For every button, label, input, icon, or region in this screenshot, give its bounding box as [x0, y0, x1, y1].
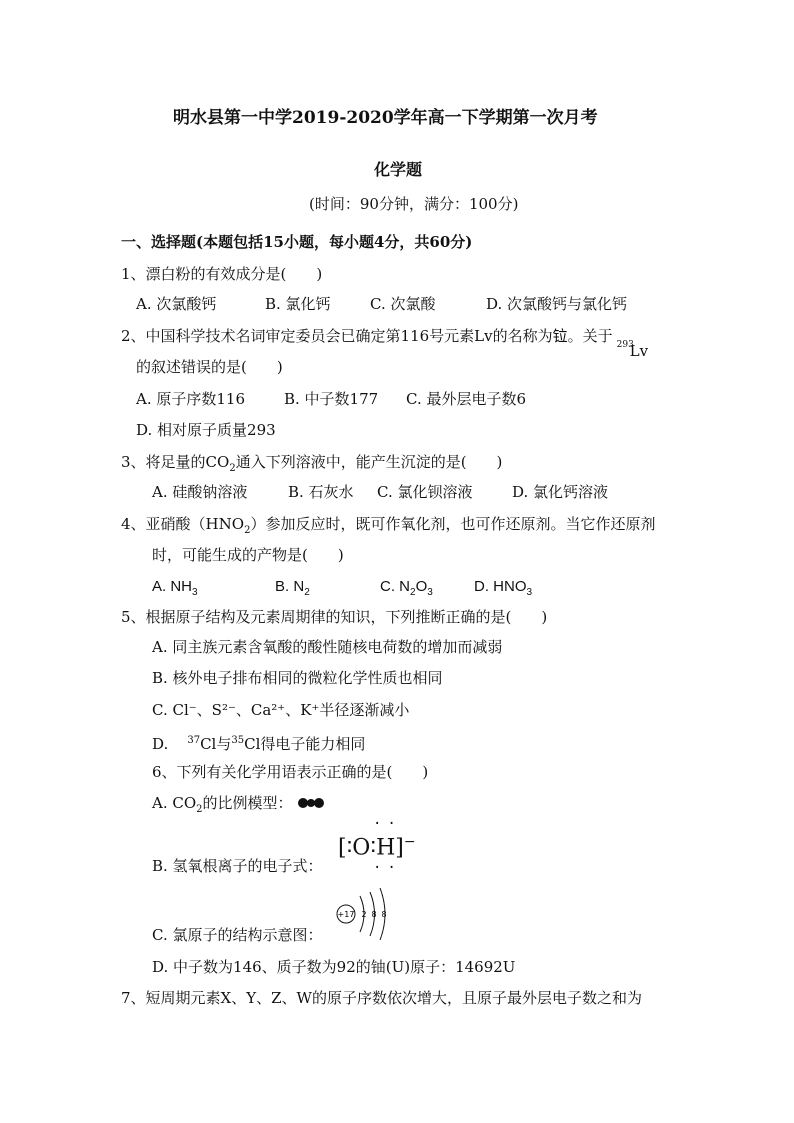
atom-nucleus-label: +17 — [337, 910, 355, 919]
atom-shell-count-1: 2 — [361, 910, 367, 919]
q6-option-a-sub: 2 — [196, 804, 203, 815]
q3-stem-sub: 2 — [229, 463, 236, 474]
q4-option-d-label: D. HNO — [474, 578, 527, 595]
hydroxide-electron-formula — [338, 834, 416, 860]
subject-title: 化学题 — [374, 160, 423, 179]
atom-shell-count-2: 8 — [371, 910, 377, 919]
q1-option-b: B. 氯化钙 — [265, 295, 331, 313]
q4-option-a — [152, 577, 198, 603]
q1-stem: 1、漂白粉的有效成分是( ) — [121, 265, 323, 283]
q5-option-b: B. 核外电子排布相同的微粒化学性质也相同 — [152, 669, 443, 687]
q2-option-c: C. 最外层电子数6 — [406, 390, 527, 408]
q5-option-d-prefix: D. — [152, 735, 169, 753]
electron-formula-body: [∶O∶H] — [338, 835, 404, 861]
electron-formula-charge: − — [403, 834, 416, 850]
uranium-nuclide: 14692U — [455, 958, 516, 976]
q4-option-c-sub2: 3 — [427, 587, 433, 598]
q4-option-c-label: C. N — [380, 578, 410, 595]
q4-option-c-mid: O — [415, 578, 428, 595]
q5-option-d — [152, 731, 365, 754]
exam-info: (时间：90分钟，满分：100分) — [309, 195, 519, 213]
q3-option-b: B. 石灰水 — [288, 483, 354, 501]
q3-stem-a: 3、将足量的CO — [121, 453, 230, 471]
q4-option-a-sub: 3 — [192, 587, 198, 598]
q6-option-c: C. 氯原子的结构示意图： — [152, 926, 323, 944]
q1-option-c: C. 次氯酸 — [370, 295, 436, 313]
q2-stem — [121, 326, 651, 360]
q3-option-d: D. 氯化钙溶液 — [512, 483, 609, 501]
chlorine-atom-diagram — [334, 888, 392, 940]
q4-stem-a: 4、亚硝酸（HNO — [121, 515, 245, 533]
section-heading-text: 一、选择题(本题包括15小题，每小题4分，共60分) — [121, 233, 473, 251]
model-atom-left — [298, 798, 308, 808]
lv-symbol: Lv — [629, 342, 649, 360]
cl37-text: Cl与 — [200, 735, 232, 753]
q4-stem-sub: 2 — [244, 525, 251, 536]
q5-stem: 5、根据原子结构及元素周期律的知识，下列推断正确的是( ) — [121, 608, 548, 626]
q6-option-d — [152, 957, 515, 977]
q2-option-d: D. 相对原子质量293 — [136, 421, 276, 439]
q6-stem: 6、下列有关化学用语表示正确的是( ) — [152, 763, 429, 781]
q4-option-b-label: B. N — [275, 578, 305, 595]
q4-stem — [121, 514, 655, 541]
q6-option-a-b: 的比例模型： — [202, 794, 293, 812]
q4-option-c — [380, 577, 433, 603]
q4-option-b — [275, 577, 310, 603]
q1-option-d: D. 次氯酸钙与氯化钙 — [486, 295, 628, 313]
lv-mass: 293 — [616, 340, 634, 350]
q6-option-b: B. 氢氧根离子的电子式： — [152, 857, 323, 875]
q3-stem — [121, 452, 502, 479]
q2-option-a: A. 原子序数116 — [136, 390, 245, 408]
q3-option-a: A. 硅酸钠溶液 — [152, 483, 248, 501]
cl37-mass: 37 — [187, 735, 201, 746]
model-atom-center — [307, 799, 315, 807]
q4-stem-b: ）参加反应时，既可作氧化剂，也可作还原剂。当它作还原剂 — [250, 515, 656, 533]
q2-stem-text: 2、中国科学技术名词审定委员会已确定第116号元素Lv的名称为𫟷。关于 — [121, 327, 613, 345]
cl35-mass: 35 — [231, 735, 245, 746]
atom-shell-count-3: 8 — [381, 910, 387, 919]
q4-option-d-sub: 3 — [526, 587, 533, 598]
model-atom-right — [314, 798, 324, 808]
electron-dots-bottom: ·· — [373, 860, 402, 876]
q6-option-a-a: A. CO — [152, 794, 197, 812]
q5-option-a: A. 同主族元素含氧酸的酸性随核电荷数的增加而减弱 — [152, 638, 503, 656]
q3-option-c: C. 氯化钡溶液 — [377, 483, 473, 501]
q5-option-c: C. Cl⁻、S²⁻、Ca²⁺、K⁺半径逐渐减小 — [152, 701, 410, 719]
q6-option-a — [152, 793, 293, 820]
q4-option-c-sub: 2 — [410, 587, 416, 598]
q6-option-d-text: D. 中子数为146、质子数为92的铀(U)原子： — [152, 958, 456, 976]
q4-option-b-sub: 2 — [304, 587, 310, 598]
q4-option-d — [474, 577, 532, 603]
cl35-text: Cl得电子能力相同 — [244, 735, 366, 753]
section-heading — [121, 232, 472, 252]
q2-stem-2: 的叙述错误的是( ) — [136, 358, 283, 376]
q1-option-a: A. 次氯酸钙 — [136, 295, 217, 313]
q3-stem-b: 通入下列溶液中，能产生沉淀的是( ) — [235, 453, 503, 471]
q4-option-a-label: A. NH — [152, 578, 193, 595]
exam-title: 明水县第一中学2019-2020学年高一下学期第一次月考 — [173, 108, 598, 128]
electron-dots-top: ·· — [373, 816, 402, 832]
q7-stem: 7、短周期元素X、Y、Z、W的原子序数依次增大，且原子最外层电子数之和为 — [121, 989, 642, 1007]
co2-space-filling-model — [297, 796, 327, 810]
q4-stem-2: 时，可能生成的产物是( ) — [152, 546, 344, 564]
q2-option-b: B. 中子数177 — [284, 390, 379, 408]
